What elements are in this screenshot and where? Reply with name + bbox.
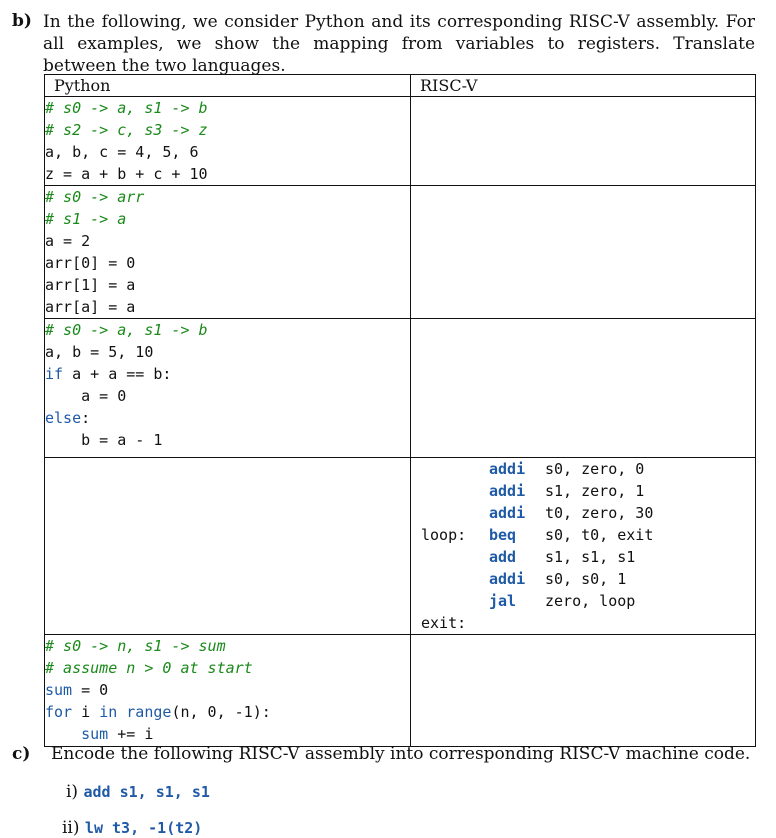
code-text: (n, 0, -1): [171,703,271,721]
code-text: i [72,703,100,721]
code-comment: # s0 -> a, s1 -> b [45,99,208,117]
asm-code: lw t3, -1(t2) [84,819,203,837]
asm-operands: s1, s1, s1 [545,548,636,566]
item-number: ii) [62,818,80,838]
question-b-label: b) [12,11,32,31]
python-column-header: Python [45,75,411,97]
table-row [45,635,756,747]
asm-line [411,612,755,634]
code-line [45,701,410,723]
code-comment: # s1 -> a [45,210,127,228]
riscv-cell-4 [411,458,756,635]
asm-line [411,458,755,480]
asm-opcode: beq [489,526,517,544]
python-cell-1 [45,97,411,186]
asm-opcode: addi [489,482,526,500]
asm-operands: zero, loop [545,592,636,610]
code-text: : [81,409,91,427]
riscv-answer-cell-5[interactable] [411,635,756,747]
code-text: a + a == b: [63,365,172,383]
code-comment: # s0 -> arr [45,188,145,206]
asm-line [411,480,755,502]
code-text: = 0 [72,681,109,699]
riscv-answer-cell-3[interactable] [411,319,756,458]
code-comment: # s0 -> a, s1 -> b [45,321,208,339]
asm-line [411,590,755,612]
keyword-for: for [45,703,73,721]
asm-operands: s0, t0, exit [545,526,654,544]
asm-code: add s1, s1, s1 [83,783,210,801]
code-line: z = a + b + c + 10 [45,165,208,183]
code-line: arr[1] = a [45,276,136,294]
code-line: a, b, c = 4, 5, 6 [45,143,199,161]
python-cell-3 [45,319,411,458]
table-row [45,458,756,635]
asm-operands: t0, zero, 30 [545,504,654,522]
python-cell-2 [45,186,411,319]
question-c-label: c) [12,744,31,764]
code-line: a, b = 5, 10 [45,343,154,361]
asm-opcode: addi [489,570,526,588]
python-cell-5 [45,635,411,747]
indent [45,725,81,743]
code-text: += i [108,725,154,743]
keyword-in: in [99,703,118,721]
table-header-row [45,75,756,97]
builtin-range: range [117,703,172,721]
code-line: b = a - 1 [45,431,163,449]
asm-label: loop: [421,526,467,544]
code-comment: # assume n > 0 at start [45,659,253,677]
asm-operands: s1, zero, 1 [545,482,645,500]
asm-opcode: addi [489,460,526,478]
asm-operands: s0, zero, 0 [545,460,645,478]
asm-opcode: jal [489,592,517,610]
asm-opcode: add [489,548,517,566]
table-row [45,97,756,186]
asm-line [411,524,755,546]
asm-label: exit: [421,614,467,632]
item-number: i) [66,782,79,802]
code-line [45,723,410,745]
code-line [45,407,410,429]
variable-sum: sum [81,725,109,743]
code-comment: # s0 -> n, s1 -> sum [45,637,226,655]
asm-line [411,546,755,568]
code-line: a = 0 [45,387,127,405]
asm-operands: s0, s0, 1 [545,570,627,588]
riscv-answer-cell-1[interactable] [411,97,756,186]
riscv-column-header: RISC-V [411,75,756,97]
code-line [45,363,410,385]
code-line: a = 2 [45,232,91,250]
code-line: arr[0] = 0 [45,254,136,272]
keyword-if: if [45,365,64,383]
question-b-text: In the following, we consider Python and its corresponding RISC-V assembly. For all examples, we show the mapping from variables to registers. Translate between the two languages. [43,12,755,76]
code-line [45,679,410,701]
python-answer-cell-4[interactable] [45,458,411,635]
keyword-else: else [45,409,82,427]
translation-table [44,74,756,747]
table-row [45,186,756,319]
question-c-item [62,818,202,838]
question-c-text: Encode the following RISC-V assembly into corresponding RISC-V machine code. [51,744,751,764]
table-row [45,319,756,458]
variable-sum: sum [45,681,73,699]
asm-line [411,568,755,590]
question-c-item [66,782,210,802]
asm-line [411,502,755,524]
riscv-answer-cell-2[interactable] [411,186,756,319]
asm-opcode: addi [489,504,526,522]
code-comment: # s2 -> c, s3 -> z [45,121,208,139]
code-line: arr[a] = a [45,298,136,316]
